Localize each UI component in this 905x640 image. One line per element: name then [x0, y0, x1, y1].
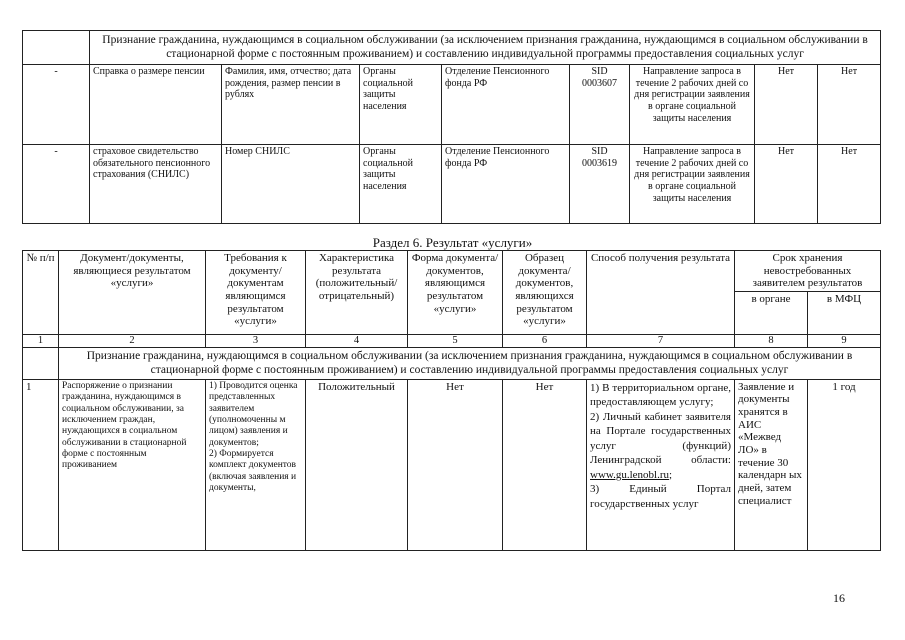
column-number: 6 [503, 334, 587, 347]
form-example-cell: Нет [818, 64, 881, 144]
row-number: 1 [23, 379, 59, 550]
portal-link[interactable]: www.gu.lenobl.ru [590, 468, 670, 481]
request-term: Направление запроса в течение 2 рабочих дней со дня регистрации заявления в органе социальной защиты населения [630, 64, 755, 144]
row-dash: - [23, 64, 90, 144]
method-single-portal: 3) Единый Портал государственных услуг [590, 483, 731, 510]
responding-organ: Отделение Пенсионного фонда РФ [442, 144, 570, 223]
header-row [23, 251, 881, 292]
header-in-mfc: в МФЦ [808, 291, 881, 334]
column-number-row [23, 334, 881, 347]
column-number: 7 [587, 334, 735, 347]
header-characteristic: Характеристика результата (положительный/ отрицательный) [306, 251, 408, 335]
service-group-header: Признание гражданина, нуждающимся в социальном обслуживании (за исключением признания гражданина, нуждающимся в социальном обслуживании в стационарной форме с постоянным проживанием) и составлению индивидуальной программы предоставления социальных услуг [59, 347, 881, 379]
header-storage: Срок хранения невостребованных заявителем результатов [735, 251, 881, 292]
column-number: 8 [735, 334, 808, 347]
result-form: Нет [408, 379, 503, 550]
column-number: 9 [808, 334, 881, 347]
requested-document: Справка о размере пенсии [90, 64, 222, 144]
result-receiving-method [587, 379, 735, 550]
storage-in-organ: Заявление и документы хранятся в АИС «Межвед ЛО» в течение 30 календарн ых дней, затем специалист [735, 379, 808, 550]
row-dash: - [23, 144, 90, 223]
header-in-organ: в органе [735, 291, 808, 334]
column-number: 5 [408, 334, 503, 347]
column-number: 3 [206, 334, 306, 347]
interagency-request-table [22, 30, 881, 224]
result-document: Распоряжение о признании гражданина, нуждающимся в социальном обслуживании, за исключением граждан, нуждающихся в социальном обслуживании в стационарной форме с постоянным проживанием [59, 379, 206, 550]
request-term: Направление запроса в течение 2 рабочих дней со дня регистрации заявления в органе социальной защиты населения [630, 144, 755, 223]
empty-cell [23, 31, 90, 65]
form-sample-cell: Нет [755, 144, 818, 223]
column-number: 1 [23, 334, 59, 347]
responding-organ: Отделение Пенсионного фонда РФ [442, 64, 570, 144]
group-row [23, 347, 881, 379]
table-row [23, 144, 881, 223]
empty-cell [23, 347, 59, 379]
table-row [23, 64, 881, 144]
storage-in-mfc: 1 год [808, 379, 881, 550]
header-documents: Документ/документы, являющиеся результатом «услуги» [59, 251, 206, 335]
form-sample-cell: Нет [755, 64, 818, 144]
request-content: Номер СНИЛС [222, 144, 360, 223]
header-requirements: Требования к документу/ документам являющимся результатом «услуги» [206, 251, 306, 335]
method-punctuation: ; [669, 468, 673, 481]
requesting-organ: Органы социальной защиты населения [360, 64, 442, 144]
header-num: № п/п [23, 251, 59, 335]
header-sample: Образец документа/ документов, являющихся результатом «услуги» [503, 251, 587, 335]
table-row [23, 379, 881, 550]
form-example-cell: Нет [818, 144, 881, 223]
column-number: 2 [59, 334, 206, 347]
result-sample: Нет [503, 379, 587, 550]
result-requirements: 1) Проводится оценка представленных заявителем (уполномоченны м лицом) заявления и документов; 2) Формируется комплект документов (включая заявления и документы, [206, 379, 306, 550]
requested-document: страховое свидетельство обязательного пенсионного страхования (СНИЛС) [90, 144, 222, 223]
header-method: Способ получения результата [587, 251, 735, 335]
service-result-table [22, 250, 881, 551]
header-form: Форма документа/ документов, являющимся результатом «услуги» [408, 251, 503, 335]
service-group-header: Признание гражданина, нуждающимся в социальном обслуживании (за исключением признания гражданина, нуждающимся в социальном обслуживании в стационарной форме с постоянным проживанием) и составлению индивидуальной программы предоставления социальных услуг [90, 31, 881, 65]
page-number: 16 [833, 591, 845, 605]
column-number: 4 [306, 334, 408, 347]
section-title: Раздел 6. Результат «услуги» [372, 235, 533, 250]
result-characteristic: Положительный [306, 379, 408, 550]
sid-code: SID 0003619 [570, 144, 630, 223]
request-content: Фамилия, имя, отчество; дата рождения, размер пенсии в рублях [222, 64, 360, 144]
method-personal-account-text: 2) Личный кабинет заявителя на Портале государственных услуг (функций) Ленинградской области: [590, 410, 731, 467]
method-territorial-organ: 1) В территориальном органе, предоставляющем услугу; [590, 381, 731, 409]
requesting-organ: Органы социальной защиты населения [360, 144, 442, 223]
sid-code: SID 0003607 [570, 64, 630, 144]
method-personal-account [590, 410, 731, 483]
